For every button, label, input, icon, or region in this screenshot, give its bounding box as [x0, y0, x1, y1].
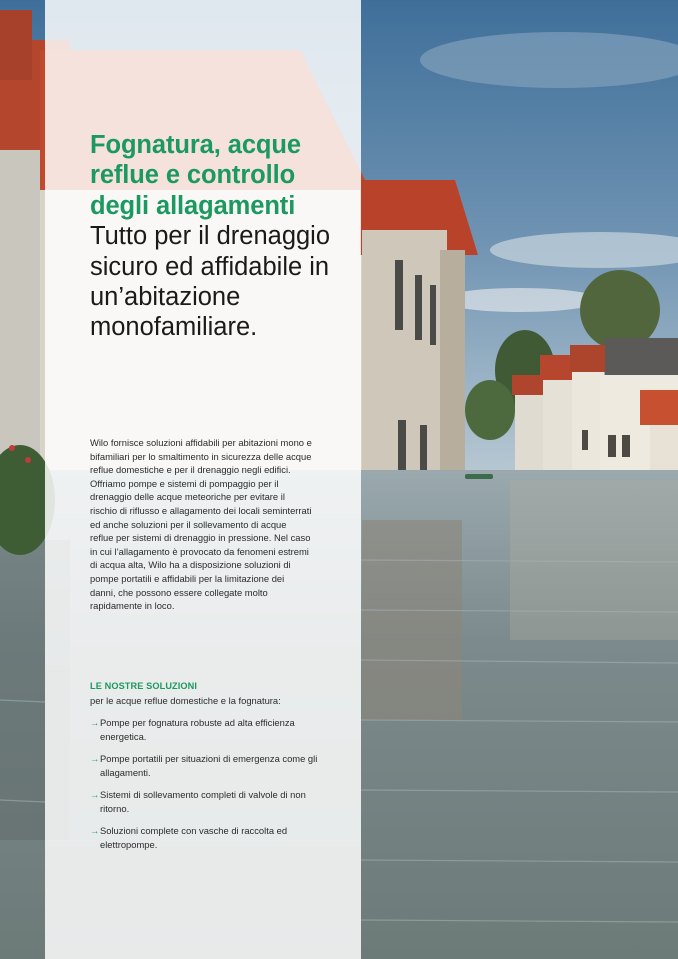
headline-accent: Fognatura, acque reflue e controllo degli allagamenti	[90, 131, 301, 220]
arrow-right-icon: →	[90, 753, 100, 765]
list-item	[90, 716, 325, 744]
list-item-text: Soluzioni complete con vasche di raccolta ed elettropompe.	[100, 825, 288, 851]
list-item-text: Pompe portatili per situazioni di emergenza come gli allagamenti.	[100, 753, 318, 778]
solutions-subheading: per le acque reflue domestiche e la fognatura:	[90, 695, 281, 706]
arrow-right-icon: →	[90, 825, 100, 837]
arrow-right-icon: →	[90, 717, 100, 728]
list-item	[90, 752, 325, 780]
solutions-heading: LE NOSTRE SOLUZIONI	[90, 681, 198, 691]
page-headline	[90, 130, 350, 343]
arrow-right-icon: →	[90, 789, 100, 801]
headline-subtitle: Tutto per il drenaggio sicuro ed affidabile in un’abitazione monofamiliare.	[90, 222, 331, 342]
list-item	[90, 788, 325, 816]
solutions-list	[90, 716, 325, 860]
list-item-text: Pompe per fognatura robuste ad alta efficienza energetica.	[100, 717, 295, 742]
list-item	[90, 824, 325, 852]
list-item-text: Sistemi di sollevamento completi di valvole di non ritorno.	[100, 789, 306, 814]
intro-paragraph: Wilo fornisce soluzioni affidabili per abitazioni mono e bifamiliari per lo smaltimento in sicurezza delle acque reflue domestiche e per il drenaggio negli edifici. Offriamo pompe e sistemi di pompaggio per il drenaggio delle acque meteoriche per evitare il rischio di riflusso e allagamento dei locali seminterrati ed anche soluzioni per il sollevamento di acque reflue per sistemi di drenaggio in pressione. Nel caso in cui l’allagamento è provocato da fenomeni estremi di acqua alta, Wilo ha a disposizione soluzioni di pompe portatili e affidabili per la limitazione dei danni, che possono essere collegate molto rapidamente in loco.	[90, 437, 312, 612]
